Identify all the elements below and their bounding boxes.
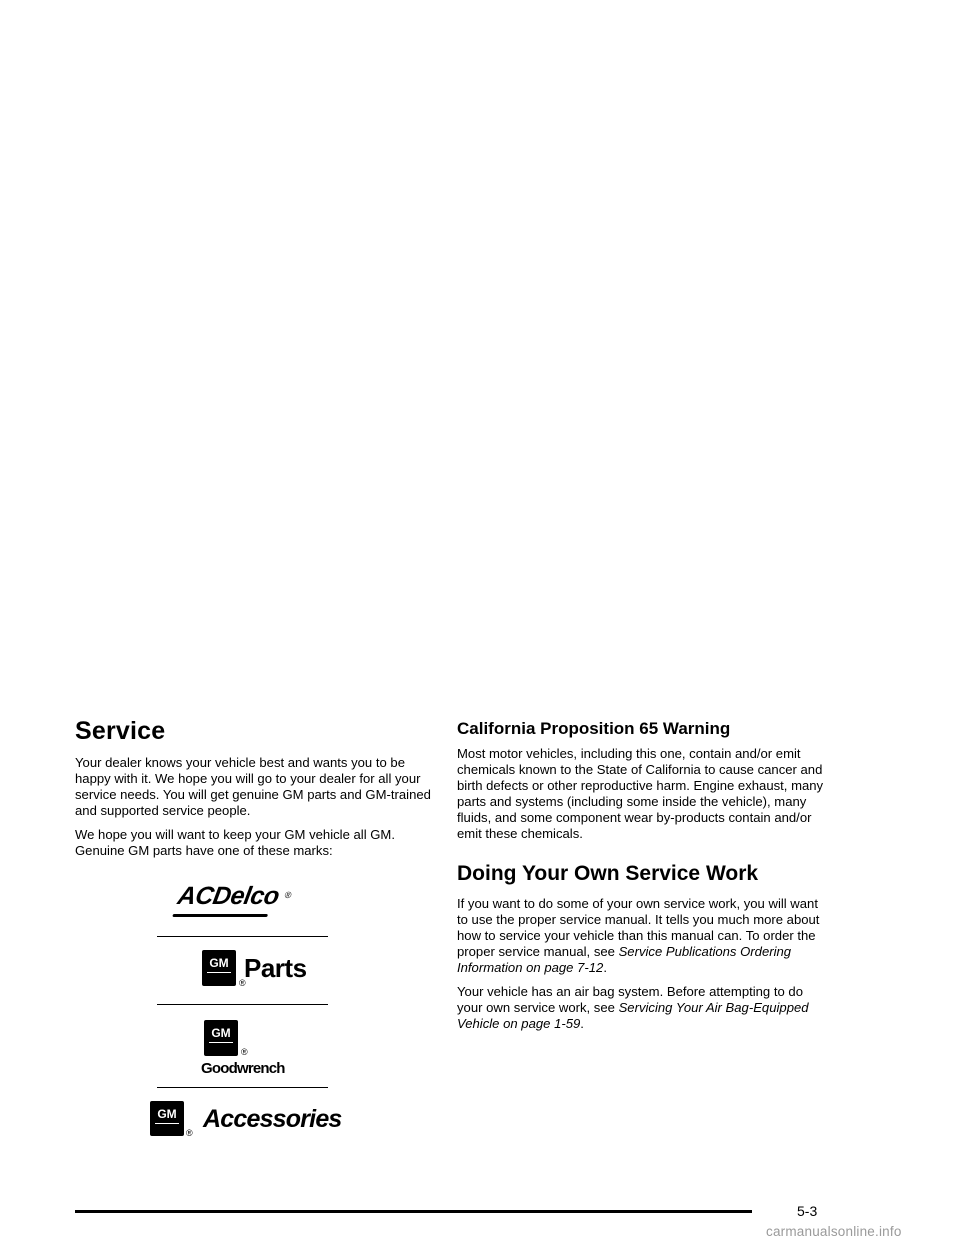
gm-badge-logo bbox=[150, 1101, 184, 1136]
gm-badge-logo bbox=[204, 1020, 238, 1056]
left-column bbox=[75, 716, 435, 1154]
marks-divider bbox=[157, 1087, 328, 1088]
registered-mark: ® bbox=[241, 1046, 248, 1057]
parts-wordmark: Parts bbox=[244, 952, 307, 983]
marks-divider bbox=[157, 936, 328, 937]
service-paragraph-1: Your dealer knows your vehicle best and wants you to be happy with it. We hope you will go to your dealer for all your service needs. You will get genuine GM parts and GM-trained and supported service people. bbox=[75, 755, 431, 819]
registered-mark: ® bbox=[186, 1127, 193, 1138]
acdelco-underline bbox=[172, 914, 267, 917]
gm-badge-logo bbox=[202, 950, 236, 986]
service-heading: Service bbox=[75, 717, 166, 745]
gm-badge-text: GM bbox=[209, 955, 229, 970]
diy-paragraph-2: Your vehicle has an air bag system. Before attempting to do your own service work, see Servicing Your Air Bag-Equipped Vehicle on page 1-59. bbox=[457, 984, 809, 1032]
genuine-parts-marks bbox=[75, 874, 435, 1154]
diy-paragraph-1: If you want to do some of your own service work, you will want to use the proper service manual. It tells you much more about how to service your vehicle than this manual can. To order the proper service manual, see Service Publications Ordering Information on page 7-12. bbox=[457, 895, 820, 975]
diy-heading: Doing Your Own Service Work bbox=[457, 861, 759, 885]
goodwrench-wordmark: Goodwrench bbox=[201, 1059, 285, 1077]
right-column bbox=[457, 719, 827, 1040]
prop65-paragraph: Most motor vehicles, including this one, contain and/or emit chemicals known to the State of California to cause cancer and birth defects or other reproductive harm. Engine exhaust, many parts and systems (including some inside the vehicle), many fluids, and some component wear by-products contain and/or emit these chemicals. bbox=[457, 746, 824, 842]
registered-mark: ® bbox=[239, 977, 246, 988]
marks-divider bbox=[157, 1004, 328, 1005]
page-number: 5-3 bbox=[797, 1203, 818, 1219]
air-bag-servicing-link[interactable]: Servicing Your Air Bag-Equipped Vehicle on page 1-59 bbox=[457, 1000, 809, 1032]
watermark: carmanualsonline.info bbox=[766, 1224, 902, 1239]
service-publications-link[interactable]: Service Publications Ordering Information on page 7-12 bbox=[457, 943, 792, 975]
registered-mark: ® bbox=[283, 889, 292, 900]
gm-badge-text: GM bbox=[211, 1025, 231, 1040]
footer-rule bbox=[75, 1210, 752, 1213]
prop65-heading: California Proposition 65 Warning bbox=[457, 719, 731, 738]
acdelco-logo bbox=[175, 881, 292, 911]
acdelco-wordmark: ACDelco bbox=[175, 881, 282, 910]
gm-badge-text: GM bbox=[157, 1106, 177, 1121]
service-paragraph-2: We hope you will want to keep your GM vehicle all GM. Genuine GM parts have one of these marks: bbox=[75, 827, 395, 859]
accessories-wordmark: Accessories bbox=[203, 1104, 342, 1133]
